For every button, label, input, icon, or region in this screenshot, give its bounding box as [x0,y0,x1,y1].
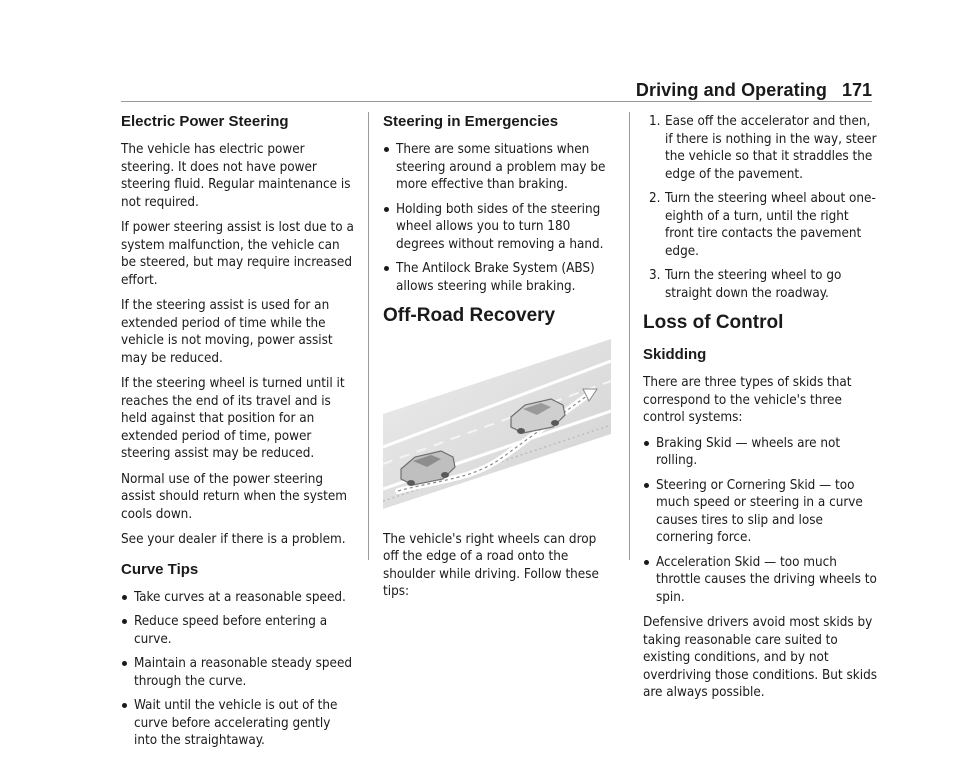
column-left [121,113,357,758]
off-road-text: The vehicle's right wheels can drop off the edge of a road onto the shoulder while driving. Follow these tips: [383,531,599,599]
list-item: Acceleration Skid — too much throttle causes the driving wheels to spin. [643,554,878,607]
page-header [0,80,960,110]
list-item [643,113,878,183]
header-rule [121,101,872,102]
step-text: Turn the steering wheel about one-eighth of a turn, until the right front tire contacts the pavement edge. [665,191,876,259]
skidding-heading: Skidding [643,346,707,363]
paragraph: Defensive drivers avoid most skids by taking reasonable care suited to existing conditions, and by not overdriving those conditions. But skids are always possible. [643,615,878,700]
list-item: There are some situations when steering around a problem may be more effective than braking. [383,141,613,194]
page-number: 171 [841,80,872,100]
list-item: The Antilock Brake System (ABS) allows steering while braking. [383,260,613,295]
header-title: Driving and Operating [635,80,827,100]
eps-heading: Electric Power Steering [121,113,289,130]
off-road-heading: Off-Road Recovery [383,305,556,326]
list-item: Wait until the vehicle is out of the curve before accelerating gently into the straightaway. [121,697,357,750]
curve-tips-heading: Curve Tips [121,560,199,578]
list-item: Maintain a reasonable steady speed through the curve. [121,655,357,690]
step-number: 1. [649,114,661,129]
recovery-steps [643,113,878,302]
list-item [643,190,878,260]
step-number: 2. [649,191,661,206]
skid-types-list [643,435,878,607]
column-divider [629,112,630,560]
paragraph: There are three types of skids that correspond to the vehicle's three control systems: [643,375,852,425]
paragraph: If power steering assist is lost due to a system malfunction, the vehicle can be steered, but may require increased effort. [121,220,354,288]
paragraph: If the steering assist is used for an extended period of time while the vehicle is not moving, power assist may be reduced. [121,298,333,366]
list-item [643,267,878,302]
list-item: Braking Skid — wheels are not rolling. [643,435,878,470]
paragraph: Normal use of the power steering assist should return when the system cools down. [121,471,347,522]
loss-of-control-heading: Loss of Control [643,312,784,333]
paragraph: If the steering wheel is turned until it reaches the end of its travel and is held against that position for an extended period of time, power steering assist may be reduced. [121,376,345,461]
list-item: Take curves at a reasonable speed. [121,589,357,607]
list-item: Reduce speed before entering a curve. [121,613,357,648]
step-text: Turn the steering wheel to go straight down the roadway. [665,268,842,301]
list-item: Steering or Cornering Skid — too much speed or steering in a curve causes tires to slip and lose cornering force. [643,477,878,547]
off-road-recovery-illustration [383,339,611,509]
emergencies-list [383,141,613,295]
paragraph: See your dealer if there is a problem. [121,532,346,547]
column-right [643,113,878,710]
curve-tips-list [121,589,357,750]
column-middle [383,113,613,609]
column-divider [368,112,369,560]
emergencies-heading: Steering in Emergencies [383,113,559,130]
list-item: Holding both sides of the steering wheel allows you to turn 180 degrees without removing a hand. [383,201,613,254]
step-number: 3. [649,268,661,283]
step-text: Ease off the accelerator and then, if there is nothing in the way, steer the vehicle so that it straddles the edge of the pavement. [665,114,877,182]
paragraph: The vehicle has electric power steering. It does not have power steering fluid. Regular maintenance is not required. [121,142,351,210]
